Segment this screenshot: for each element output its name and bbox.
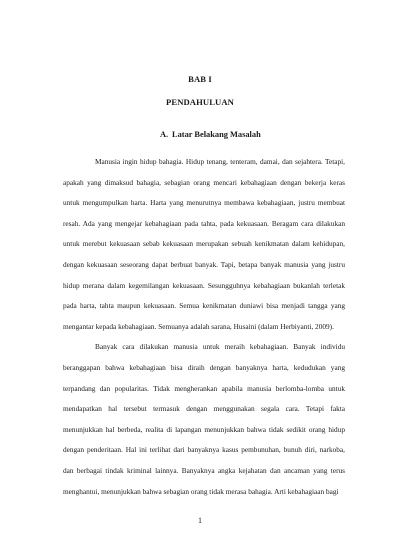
body-text xyxy=(63,152,345,502)
page-number: 1 xyxy=(198,516,202,525)
paragraph-2: Banyak cara dilakukan manusia untuk meraih kebahagiaan. Banyak individu beranggapan bahwa kebahagiaan bisa diraih dengan banyaknya harta, kedudukan yang terpandang dan popularitas. Tidak mengherankan apabila manusia berlomba-lomba untuk mendapatkan hal tersebut termasuk dengan menggunakan segala cara. Tetapi fakta menunjukkan hal berbeda, realita di lapangan menunjukkan bahwa tidak sedikit orang hidup dengan penderitaan. Hal ini terlihat dari banyaknya kasus pembunuhan, bunuh diri, narkoba, dan berbagai tindak kriminal lainnya. Banyaknya angka kejahatan dan ancaman yang terus menghantui, menunjukkan bahwa sebagian orang tidak merasa bahagia. Arti kebahagiaan bagi xyxy=(63,342,345,496)
section-number: A. xyxy=(160,130,169,139)
paragraph-1: Manusia ingin hidup bahagia. Hidup tenang, tenteram, damai, dan sejahtera. Tetapi, apakah yang dimaksud bahagia, sebagian orang mencari kebahagiaan dengan bekerja keras untuk mengumpulkan harta. Harta yang menurutnya membawa kebahagiaan, justru membuat resah. Ada yang mengejar kebahagiaan pada tahta, pada kekuasaan. Beragam cara dilakukan untuk merebut kekuasaan sebab kekuasaan merupakan sebuah kenikmatan dalam kehidupan, dengan kekuasaan seseorang dapat berbuat banyak. Tapi, betapa banyak manusia yang justru hidup merana dalam kegemilangan kekuasaan. Sesungguhnya kebahagiaan bukanlah terletak pada harta, tahta maupun kekuasaan. Semua kenikmatan duniawi bisa menjadi tangga yang mengantar kepada kebahagiaan. Semuanya adalah sarana, Husaini (dalam Herbiyanti, 2009). xyxy=(63,157,345,331)
section-heading xyxy=(160,130,360,139)
section-title: Latar Belakang Masalah xyxy=(172,130,261,139)
chapter-title: PENDAHULUAN xyxy=(166,97,234,107)
chapter-label: BAB I xyxy=(188,74,212,84)
